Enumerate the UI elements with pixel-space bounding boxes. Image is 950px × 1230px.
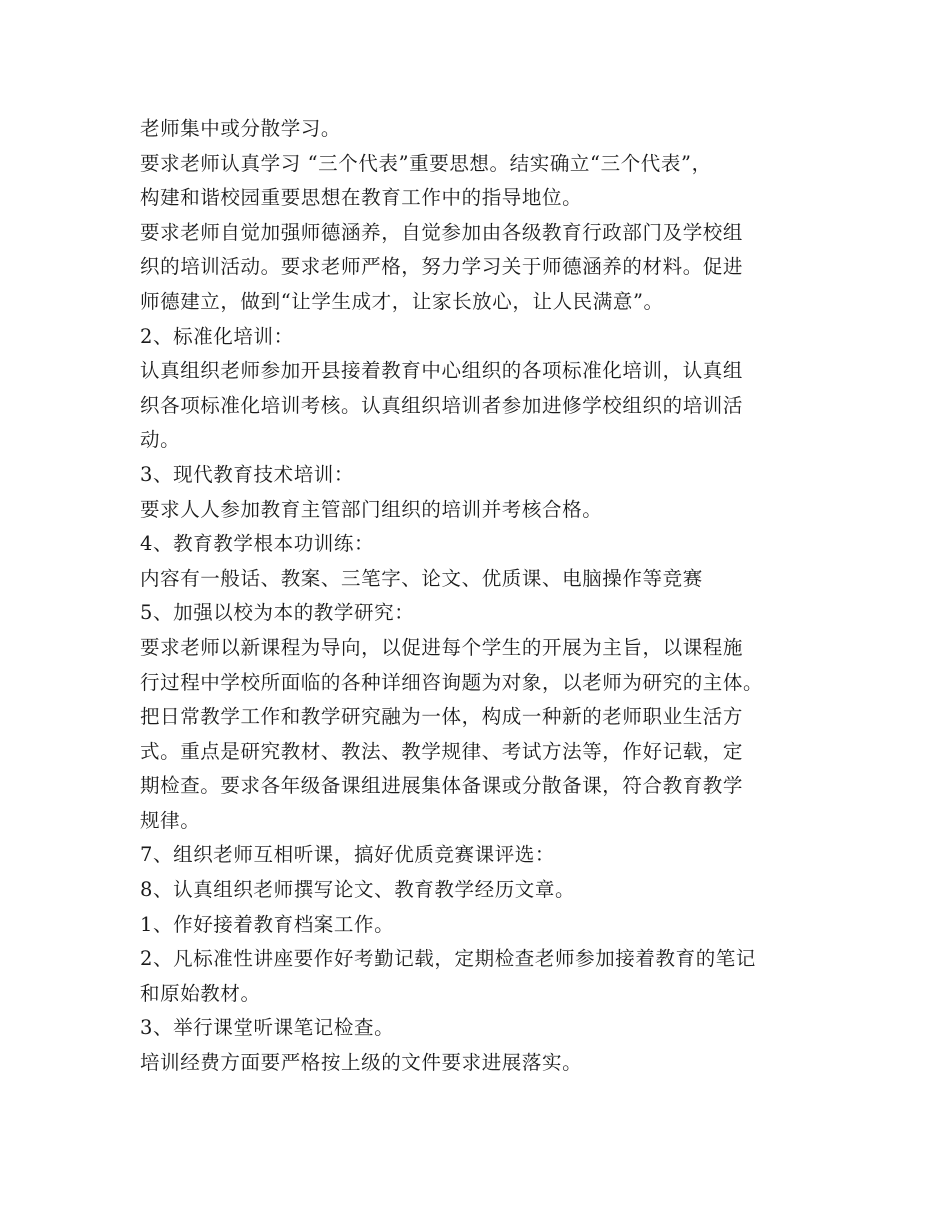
text-line: 把日常教学工作和教学研究融为一体，构成一种新的老师职业生活方 [140, 705, 744, 729]
text-line: 要求老师以新课程为导向，以促进每个学生的开展为主旨，以课程施 [140, 635, 744, 659]
text-line: 认真组织老师参加开县接着教育中心组织的各项标准化培训，认真组 [140, 359, 744, 383]
text-line: 要求老师认真学习 “三个代表”重要思想。结实确立“三个代表”， [140, 151, 712, 175]
section-heading: 3、现代教育技术培训： [140, 462, 355, 486]
list-item: 7、组织老师互相听课，搞好优质竞赛课评选： [140, 843, 556, 867]
list-item: 8、认真组织老师撰写论文、教育教学经历文章。 [140, 878, 576, 902]
text-line: 老师集中或分散学习。 [140, 117, 342, 140]
list-item: 3、举行课堂听课笔记检查。 [140, 1016, 395, 1040]
document-body [140, 112, 820, 1081]
text-line: 培训经费方面要严格按上级的文件要求进展落实。 [140, 1051, 583, 1075]
section-heading: 5、加强以校为本的教学研究： [140, 601, 415, 625]
text-line: 规律。 [140, 808, 201, 832]
text-line: 师德建立，做到“让学生成才，让家长放心，让人民满意”。 [140, 289, 664, 313]
text-line: 行过程中学校所面临的各种详细咨询题为对象，以老师为研究的主体。 [140, 670, 764, 694]
text-line: 内容有一般话、教案、三笔字、论文、优质课、电脑操作等竞赛 [140, 566, 703, 590]
text-line: 要求老师自觉加强师德涵养，自觉参加由各级教育行政部门及学校组 [140, 220, 744, 244]
text-line: 织的培训活动。要求老师严格，努力学习关于师德涵养的材料。促进 [140, 255, 744, 279]
section-heading: 4、教育教学根本功训练： [140, 532, 375, 556]
text-line: 期检查。要求各年级备课组进展集体备课或分散备课，符合教育教学 [140, 774, 744, 798]
list-item: 1、作好接着教育档案工作。 [140, 912, 395, 936]
text-line: 和原始教材。 [140, 981, 261, 1005]
text-line: 动。 [140, 428, 181, 452]
section-heading: 2、标准化培训： [140, 324, 294, 348]
text-line: 要求人人参加教育主管部门组织的培训并考核合格。 [140, 497, 603, 521]
list-item: 2、凡标准性讲座要作好考勤记载，定期检查老师参加接着教育的笔记 [140, 947, 757, 971]
text-line: 织各项标准化培训考核。认真组织培训者参加进修学校组织的培训活 [140, 393, 744, 417]
text-line: 构建和谐校园重要思想在教育工作中的指导地位。 [140, 186, 583, 210]
text-line: 式。重点是研究教材、教法、教学规律、考试方法等，作好记载，定 [140, 739, 744, 763]
